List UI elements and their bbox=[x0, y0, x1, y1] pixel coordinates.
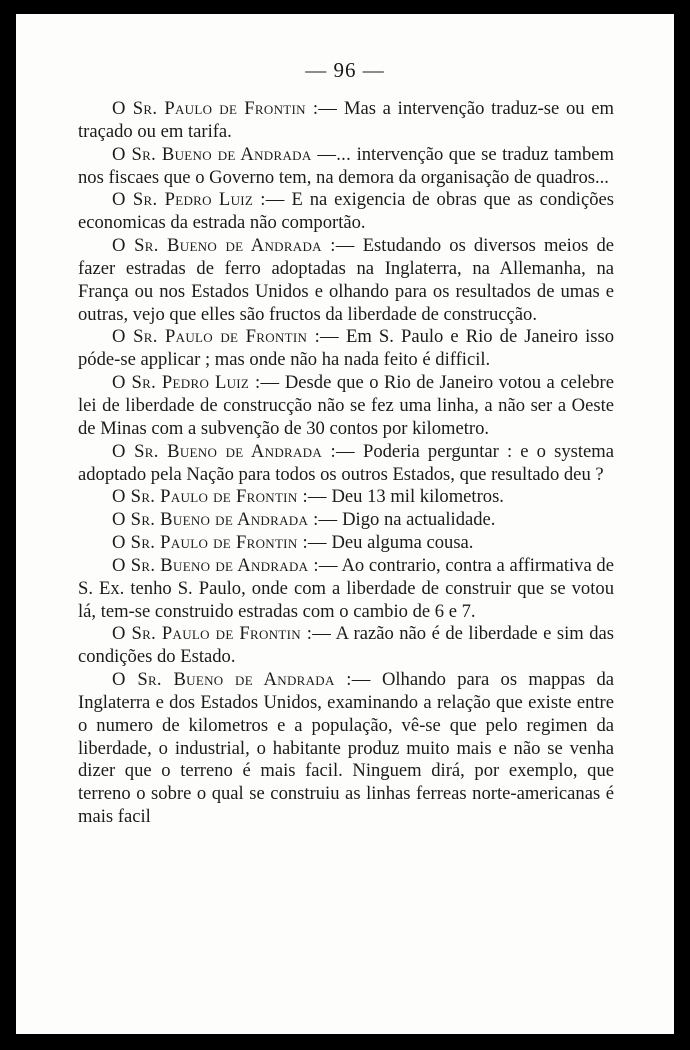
speaker-name: O Sr. Bueno de Andrada —... bbox=[112, 143, 352, 165]
speech-paragraph bbox=[78, 669, 614, 829]
speaker-name: O Sr. Paulo de Frontin :— bbox=[112, 623, 332, 645]
speech-paragraph bbox=[78, 144, 614, 190]
speech-paragraph bbox=[78, 555, 614, 624]
speaker-name: O Sr. Paulo de Frontin :— bbox=[112, 532, 327, 554]
speech-text: Poderia perguntar : e o systema adoptado pela Nação para todos os outros Estados, que resultado deu ? bbox=[78, 440, 614, 485]
speaker-name: O Sr. Pedro Luiz :— bbox=[112, 189, 285, 211]
speech-text: Em S. Paulo e Rio de Janeiro isso póde-se applicar ; mas onde não ha nada feito é difficil. bbox=[78, 326, 615, 371]
speech-text: Desde que o Rio de Janeiro votou a celebre lei de liberdade de construcção não se fez uma linha, a não ser a Oeste de Minas com a subvenção de 30 contos por kilometro. bbox=[78, 372, 614, 439]
speech-paragraph bbox=[78, 189, 614, 235]
speech-text: E na exigencia de obras que as condições economicas da estrada não comportão. bbox=[78, 189, 615, 234]
page-text bbox=[78, 98, 614, 829]
speaker-name: O Sr. Paulo de Frontin :— bbox=[112, 486, 327, 508]
speaker-name: O Sr. Bueno de Andrada :— bbox=[112, 509, 338, 531]
speech-text: Deu 13 mil kilometros. bbox=[331, 486, 504, 508]
speech-text: Olhando para os mappas da Inglaterra e dos Estados Unidos, examinando a relação que existe entre o numero de kilometros e a população, vê-se que pelo regimen da liberdade, o industrial, o habitante produz muito mais e não se venha dizer que o terreno é mais facil. Ninguem dirá, por exemplo, que terreno o sobre o qual se construiu as linhas ferreas norte-americanas é mais facil bbox=[78, 669, 614, 828]
speech-text: Ao contrario, contra a affirmativa de S. Ex. tenho S. Paulo, onde com a liberdade de construir que se votou lá, tem-se construido estradas com o cambio de 6 e 7. bbox=[78, 554, 614, 622]
speech-text: Digo na actualidade. bbox=[342, 509, 496, 531]
speaker-name: O Sr. Paulo de Frontin :— bbox=[112, 326, 339, 348]
speech-paragraph bbox=[78, 326, 614, 372]
book-page bbox=[16, 14, 674, 1034]
speaker-name: O Sr. Bueno de Andrada :— bbox=[112, 554, 338, 576]
speech-paragraph bbox=[78, 509, 614, 532]
speech-paragraph bbox=[78, 235, 614, 326]
speech-text: Deu alguma cousa. bbox=[331, 532, 474, 554]
speaker-name: O Sr. Pedro Luiz :— bbox=[112, 372, 280, 394]
speech-text: intervenção que se traduz tambem nos fiscaes que o Governo tem, na demora da organisação de quadros... bbox=[78, 143, 614, 188]
speech-text: Mas a intervenção traduz-se ou em traçado ou em tarifa. bbox=[78, 98, 615, 142]
speaker-name: O Sr. Bueno de Andrada :— bbox=[112, 669, 371, 691]
speech-paragraph bbox=[78, 441, 614, 487]
speech-paragraph bbox=[78, 623, 614, 669]
speaker-name: O Sr. Bueno de Andrada :— bbox=[112, 235, 355, 257]
speech-paragraph bbox=[78, 486, 614, 509]
speech-paragraph bbox=[78, 532, 614, 555]
speech-text: Estudando os diversos meios de fazer estradas de ferro adoptadas na Inglaterra, na Allemanha, na França ou nos Estados Unidos e olhando para os resultados de umas e outras, vejo que elles são fructos da liberdade de construcção. bbox=[78, 235, 614, 325]
speaker-name: O Sr. Paulo de Frontin :— bbox=[112, 98, 338, 119]
page-number: — 96 — bbox=[305, 58, 385, 82]
speech-text: A razão não é de liberdade e sim das condições do Estado. bbox=[78, 623, 615, 668]
speech-paragraph bbox=[78, 98, 614, 144]
speaker-name: O Sr. Bueno de Andrada :— bbox=[112, 440, 355, 462]
speech-paragraph bbox=[78, 372, 614, 441]
